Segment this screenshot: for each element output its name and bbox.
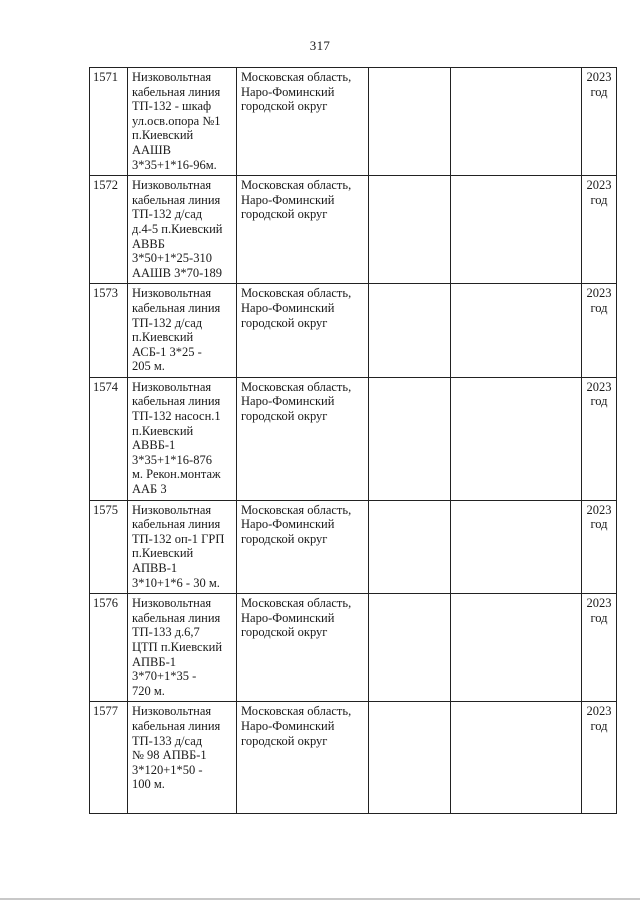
object-name-cell [128, 68, 237, 176]
table-row [90, 702, 617, 814]
year-line: 2023 [586, 502, 612, 517]
year-cell [582, 594, 617, 702]
empty-cell [451, 594, 582, 702]
object-name-line: 100 м. [132, 777, 165, 792]
object-name-line: ТП-132 - шкаф [132, 99, 212, 114]
object-name-line: АСБ-1 3*25 - [132, 344, 202, 359]
object-name-line: 3*35+1*16-876 [132, 452, 212, 467]
address-cell [237, 284, 369, 378]
year-line: год [590, 300, 608, 315]
empty-cell [369, 68, 451, 176]
year-cell [582, 176, 617, 284]
object-name-line: ТП-133 д/сад [132, 733, 203, 748]
empty-cell [369, 500, 451, 594]
object-name-line: ТП-132 д/сад [132, 315, 203, 330]
address-line: городской округ [241, 531, 328, 546]
object-name-line: ААШВ [132, 142, 172, 157]
object-name-line: 3*120+1*50 - [132, 762, 203, 777]
address-cell [237, 377, 369, 500]
registry-table [89, 67, 617, 814]
year-line: год [590, 517, 608, 532]
object-name-cell [128, 702, 237, 814]
object-name-line: Низковольтная [132, 502, 212, 517]
address-line: Наро-Фоминский [241, 84, 335, 99]
year-line: год [590, 192, 608, 207]
row-number-cell: 1576 [90, 594, 128, 702]
table-row [90, 377, 617, 500]
object-name-line: ЦТП п.Киевский [132, 639, 223, 654]
object-name-line: м. Рекон.монтаж [132, 467, 221, 482]
empty-cell [451, 176, 582, 284]
object-name-line: п.Киевский [132, 546, 194, 561]
empty-cell [451, 68, 582, 176]
table-row [90, 594, 617, 702]
year-line: 2023 [586, 178, 612, 193]
address-line: городской округ [241, 315, 328, 330]
object-name-line: АПВВ-1 [132, 561, 178, 575]
object-name-line: ААБ 3 [132, 482, 167, 497]
row-number-cell: 1574 [90, 377, 128, 500]
address-line: Московская область, [241, 379, 352, 394]
address-line: городской округ [241, 207, 328, 222]
address-line: Московская область, [241, 704, 352, 719]
object-name-line: кабельная линия [132, 394, 221, 409]
address-line: Наро-Фоминский [241, 517, 335, 532]
year-cell [582, 500, 617, 594]
object-name-line: 205 м. [132, 359, 165, 374]
object-name-line: кабельная линия [132, 610, 221, 625]
address-cell [237, 594, 369, 702]
object-name-line: кабельная линия [132, 300, 221, 315]
address-line: Наро-Фоминский [241, 610, 335, 625]
address-cell [237, 68, 369, 176]
object-name-line: АПВБ-1 [132, 654, 176, 669]
object-name-cell [128, 284, 237, 378]
object-name-cell [128, 377, 237, 500]
address-line: городской округ [241, 733, 328, 748]
object-name-line: ТП-132 оп-1 ГРП [132, 531, 225, 546]
row-number-cell: 1577 [90, 702, 128, 814]
object-name-line: ТП-132 д/сад [132, 207, 203, 222]
object-name-line: д.4-5 п.Киевский [132, 221, 223, 236]
object-name-line: ул.осв.опора №1 [132, 113, 221, 128]
year-line: 2023 [586, 70, 612, 84]
row-number-cell: 1573 [90, 284, 128, 378]
object-name-line: кабельная линия [132, 718, 221, 733]
empty-cell [451, 500, 582, 594]
address-line: Московская область, [241, 286, 352, 301]
page-number: 317 [309, 38, 331, 53]
object-name-line: ТП-132 насосн.1 [132, 409, 221, 424]
year-line: 2023 [586, 704, 612, 719]
table-row [90, 176, 617, 284]
object-name-line: № 98 АПВБ-1 [132, 748, 207, 763]
address-line: городской округ [241, 409, 328, 424]
year-line: год [590, 610, 608, 625]
table-body [90, 68, 617, 814]
object-name-line: 720 м. [132, 683, 165, 698]
address-line: Московская область, [241, 596, 352, 611]
row-number-cell: 1572 [90, 176, 128, 284]
year-cell [582, 702, 617, 814]
object-name-line: Низковольтная [132, 379, 212, 394]
object-name-line: п.Киевский [132, 128, 194, 143]
object-name-line: ААШВ 3*70-189 [132, 265, 223, 280]
object-name-line: п.Киевский [132, 423, 194, 438]
empty-cell [369, 284, 451, 378]
object-name-line: АВВБ [132, 236, 165, 251]
address-cell [237, 176, 369, 284]
year-line: год [590, 718, 608, 733]
object-name-line: АВВБ-1 [132, 438, 176, 453]
empty-cell [369, 176, 451, 284]
address-line: городской округ [241, 99, 328, 114]
address-line: Московская область, [241, 178, 352, 193]
object-name-line: Низковольтная [132, 596, 212, 611]
year-line: 2023 [586, 596, 612, 611]
empty-cell [451, 284, 582, 378]
address-cell [237, 500, 369, 594]
year-cell [582, 284, 617, 378]
address-line: Наро-Фоминский [241, 394, 335, 409]
empty-cell [451, 702, 582, 814]
year-line: год [590, 84, 608, 99]
object-name-cell [128, 594, 237, 702]
year-cell [582, 377, 617, 500]
object-name-line: 3*50+1*25-310 [132, 251, 212, 266]
object-name-line: кабельная линия [132, 192, 221, 207]
year-cell [582, 68, 617, 176]
address-line: Наро-Фоминский [241, 300, 335, 315]
row-number-cell: 1575 [90, 500, 128, 594]
object-name-line: Низковольтная [132, 286, 212, 301]
address-line: Московская область, [241, 502, 352, 517]
year-line: 2023 [586, 286, 612, 301]
object-name-cell [128, 176, 237, 284]
object-name-line: кабельная линия [132, 84, 221, 99]
year-line: год [590, 394, 608, 409]
object-name-line: 3*70+1*35 - [132, 669, 197, 684]
address-line: Московская область, [241, 70, 352, 84]
address-line: Наро-Фоминский [241, 192, 335, 207]
object-name-line: Низковольтная [132, 704, 212, 719]
year-line: 2023 [586, 379, 612, 394]
object-name-line: кабельная линия [132, 517, 221, 532]
table-row [90, 500, 617, 594]
address-line: Наро-Фоминский [241, 718, 335, 733]
row-number-cell: 1571 [90, 68, 128, 176]
empty-cell [369, 702, 451, 814]
object-name-line: 3*10+1*6 - 30 м. [132, 575, 220, 590]
object-name-line: 3*35+1*16-96м. [132, 157, 217, 172]
table-row [90, 284, 617, 378]
object-name-line: Низковольтная [132, 178, 212, 193]
address-cell [237, 702, 369, 814]
empty-cell [369, 377, 451, 500]
empty-cell [451, 377, 582, 500]
object-name-line: ТП-133 д.6,7 [132, 625, 200, 640]
object-name-line: п.Киевский [132, 330, 194, 345]
empty-cell [369, 594, 451, 702]
object-name-line: Низковольтная [132, 70, 212, 84]
address-line: городской округ [241, 625, 328, 640]
table-row [90, 68, 617, 176]
object-name-cell [128, 500, 237, 594]
